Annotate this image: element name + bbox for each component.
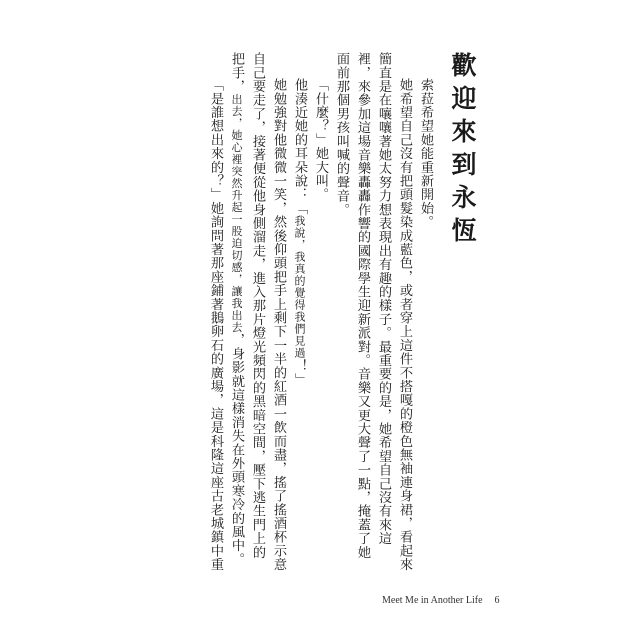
paragraph-4 <box>289 52 310 572</box>
page-footer <box>382 595 500 606</box>
chapter-title: 歡迎來到永恆 <box>448 52 477 250</box>
paragraph-1: 索菈希望她能重新開始。 <box>418 78 433 230</box>
paragraph-5-start: 她勉強對他微微一笑，然後仰頭把手上剩下一半的紅酒一飲而盡，搖了搖酒杯示意自己要走了，接著便從他身側溜走，進入那片燈光頻閃的黑暗空間，壓下逃生門上的把手， <box>229 52 286 572</box>
page-number: 6 <box>494 595 500 606</box>
paragraph-5-emphasis: 出去，她心裡突然升起一股迫切感，讓我出去 <box>230 93 243 334</box>
paragraph-6: 「是誰想出來的？」她詢問著那座鋪著鵝卵石的廣場，這是科隆這座古老城鎮中重 <box>208 78 223 572</box>
body-text <box>205 52 436 572</box>
paragraph-4-end: ！」 <box>292 359 307 387</box>
paragraph-3: 「什麼？」她大叫。 <box>313 78 328 202</box>
paragraph-4-start: 他湊近她的耳朵說：「 <box>292 78 307 216</box>
paragraph-5-end: ，身影就這樣消失在外頭寒冷的風中。 <box>229 333 244 567</box>
paragraph-4-emphasis: 我說，我真的覺得我們見過 <box>293 215 306 360</box>
footer-book-title: Meet Me in Another Life <box>382 595 483 606</box>
paragraph-5 <box>226 52 289 572</box>
paragraph-2: 她希望自己沒有把頭髮染成藍色，或者穿上這件不搭嘎的橙色無袖連身裙，看起來簡直是在嚷嚷著她太努力想表現出有趣的樣子。最重要的是，她希望自己沒有來這裡，來參加這場音樂轟轟作響的國際學生迎新派對。音樂又更大聲了一點，掩蓋了她面前那個男孩叫喊的聲音。 <box>334 52 412 572</box>
